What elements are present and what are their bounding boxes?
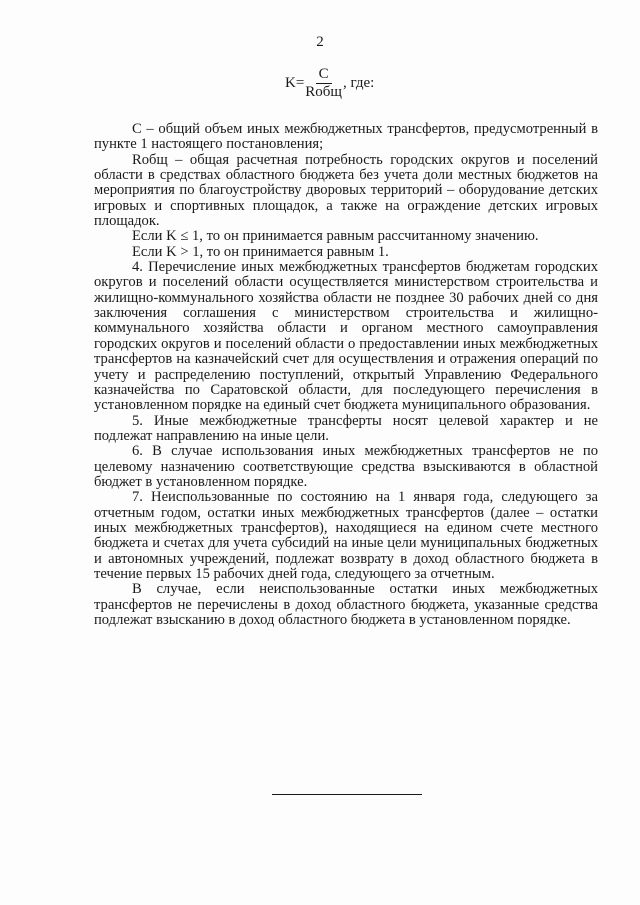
formula-fraction (305, 66, 342, 101)
closing-rule (272, 794, 422, 795)
formula-lhs: K= (285, 75, 305, 91)
paragraph-item-5: 5. Иные межбюджетные трансферты носят целевой характер и не подлежат направлению на иные цели. (94, 412, 598, 444)
page-number: 2 (316, 34, 324, 50)
paragraph-c-definition: С – общий объем иных межбюджетных трансфертов, предусмотренный в пункте 1 настоящего постановления; (94, 121, 598, 153)
paragraph-k-gt-1: Если K > 1, то он принимается равным 1. (132, 243, 389, 260)
formula (285, 66, 374, 101)
paragraph-r-definition: Rобщ – общая расчетная потребность городских округов и поселений области в средствах областного бюджета без учета доли местных бюджетов на мероприятия по благоустройству дворовых территорий – оборудование детских игровых и спортивных площадок, а также на ограждение детских игровых площадок. (94, 151, 598, 230)
formula-numerator: C (316, 66, 332, 84)
paragraph-k-le-1: Если K ≤ 1, то он принимается равным рассчитанному значению. (132, 228, 539, 245)
body-text (94, 122, 598, 628)
formula-denominator: Rобщ (305, 84, 342, 100)
paragraph-item-4: 4. Перечисление иных межбюджетных трансфертов бюджетам городских округов и поселений области осуществляется министерством строительства и жилищно-коммунального хозяйства области не позднее 30 рабочих дней со дня заключения соглашения с министерством строительства и жилищно-коммунального хозяйства области и органом местного самоуправления городских округов и поселений области о предоставлении иных межбюджетных трансфертов на казначейский счет для осуществления и отражения операций по учету и распределению поступлений, открытый Управлению Федерального казначейства по Саратовской области, для последующего перечисления в установленном порядке на единый счет бюджета муниципального образования. (94, 259, 598, 414)
paragraph-item-6: 6. В случае использования иных межбюджетных трансфертов не по целевому назначению соответствующие средства взыскиваются в областной бюджет в установленном порядке. (94, 443, 598, 490)
paragraph-item-7: 7. Неиспользованные по состоянию на 1 января года, следующего за отчетным годом, остатки иных межбюджетных трансфертов (далее – остатки иных межбюджетных трансфертов), находящиеся на едином счете местного бюджета и счетах для учета субсидий на иные цели муниципальных бюджетных и автономных учреждений, подлежат возврату в доход областного бюджета в течение первых 15 рабочих дней года, следующего за отчетным. (94, 489, 598, 582)
formula-suffix: , где: (342, 75, 375, 91)
paragraph-remainder: В случае, если неиспользованные остатки иных межбюджетных трансфертов не перечислены в доход областного бюджета, указанные средства подлежат взысканию в доход областного бюджета в установленном порядке. (94, 581, 598, 628)
